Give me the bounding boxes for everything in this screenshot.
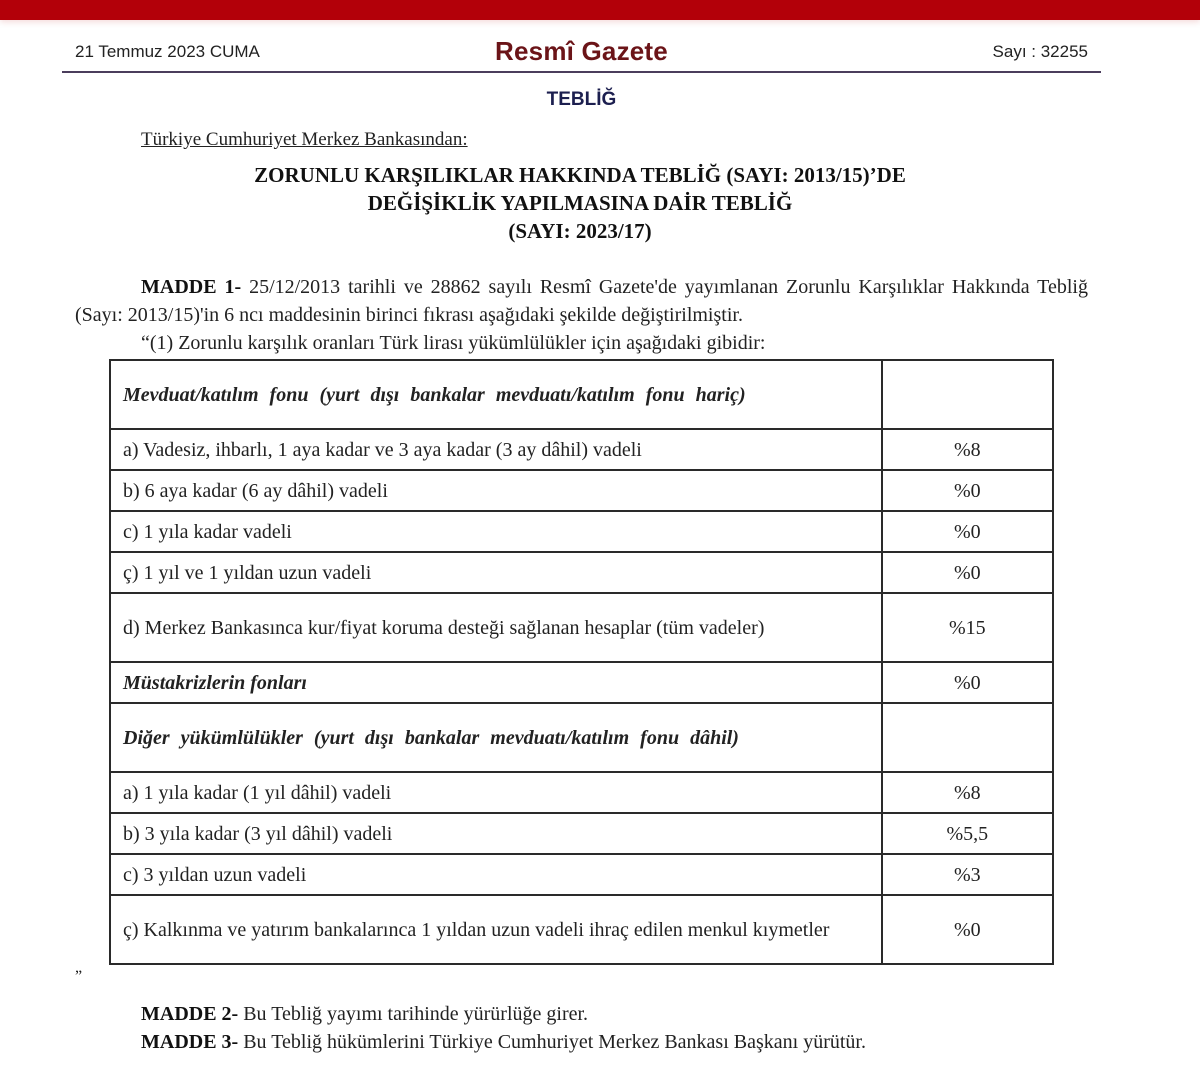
closing-quote: ” — [75, 968, 83, 985]
row-rate: %0 — [882, 511, 1053, 552]
row-description: b) 6 aya kadar (6 ay dâhil) vadeli — [110, 470, 882, 511]
article-2-label: MADDE 2- — [141, 1003, 239, 1025]
row-description: d) Merkez Bankasınca kur/fiyat koruma desteği sağlanan hesaplar (tüm vadeler) — [110, 593, 882, 662]
row-rate: %3 — [882, 854, 1053, 895]
row-description: ç) 1 yıl ve 1 yıldan uzun vadeli — [110, 552, 882, 593]
table-row — [110, 511, 1053, 552]
title-line-2: DEĞİŞİKLİK YAPILMASINA DAİR TEBLİĞ — [367, 191, 793, 215]
row-rate: %0 — [882, 895, 1053, 964]
article-1-label: MADDE 1- — [141, 276, 242, 298]
row-rate — [882, 360, 1053, 429]
table-row — [110, 895, 1053, 964]
article-2-text: Bu Tebliğ yayımı tarihinde yürürlüğe girer. — [238, 1003, 589, 1025]
issue-number: Sayı : 32255 — [992, 42, 1088, 61]
table-row — [110, 662, 1053, 703]
publication-date: 21 Temmuz 2023 CUMA — [75, 42, 260, 61]
row-rate: %0 — [882, 470, 1053, 511]
table-row — [110, 470, 1053, 511]
row-description: ç) Kalkınma ve yatırım bankalarınca 1 yıldan uzun vadeli ihraç edilen menkul kıymetler — [110, 895, 882, 964]
row-rate: %15 — [882, 593, 1053, 662]
row-description: c) 3 yıldan uzun vadeli — [110, 854, 882, 895]
article-3 — [141, 1028, 1091, 1056]
top-color-bar — [0, 0, 1200, 20]
row-description: b) 3 yıla kadar (3 yıl dâhil) vadeli — [110, 813, 882, 854]
section-heading: TEBLİĞ — [546, 89, 617, 110]
article-3-text: Bu Tebliğ hükümlerini Türkiye Cumhuriyet Merkez Bankası Başkanı yürütür. — [238, 1031, 866, 1053]
article-3-label: MADDE 3- — [141, 1031, 239, 1053]
table-row — [110, 360, 1053, 429]
row-description: c) 1 yıla kadar vadeli — [110, 511, 882, 552]
article-1 — [75, 273, 1088, 329]
row-rate: %8 — [882, 772, 1053, 813]
row-description: Mevduat/katılım fonu (yurt dışı bankalar mevduatı/katılım fonu hariç) — [110, 360, 882, 429]
article-1-text: 25/12/2013 tarihli ve 28862 sayılı Resmî Gazete'de yayımlanan Zorunlu Karşılıklar Hakkında Tebliğ (Sayı: 2013/15)'in 6 ncı maddesinin birinci fıkrası aşağıdaki şekilde değiştirilmiştir. — [75, 276, 1088, 326]
title-line-3: (SAYI: 2023/17) — [508, 219, 652, 243]
row-rate — [882, 703, 1053, 772]
row-description: Diğer yükümlülükler (yurt dışı bankalar mevduatı/katılım fonu dâhil) — [110, 703, 882, 772]
table-row — [110, 552, 1053, 593]
gazette-title: Resmî Gazete — [495, 36, 668, 66]
table-row — [110, 593, 1053, 662]
row-rate: %8 — [882, 429, 1053, 470]
table-row — [110, 772, 1053, 813]
row-rate: %0 — [882, 552, 1053, 593]
table-row — [110, 703, 1053, 772]
table-row — [110, 813, 1053, 854]
table-row — [110, 429, 1053, 470]
article-2 — [141, 1000, 1091, 1028]
reserve-rates-table — [109, 359, 1054, 965]
row-description: a) Vadesiz, ihbarlı, 1 aya kadar ve 3 aya kadar (3 ay dâhil) vadeli — [110, 429, 882, 470]
table-row — [110, 854, 1053, 895]
gazette-header — [62, 28, 1101, 73]
document-title — [160, 161, 1000, 245]
row-description: Müstakrizlerin fonları — [110, 662, 882, 703]
row-rate: %0 — [882, 662, 1053, 703]
issuer-line: Türkiye Cumhuriyet Merkez Bankasından: — [141, 129, 468, 150]
row-description: a) 1 yıla kadar (1 yıl dâhil) vadeli — [110, 772, 882, 813]
article-1-intro: “(1) Zorunlu karşılık oranları Türk lirası yükümlülükler için aşağıdaki gibidir: — [141, 332, 766, 354]
title-line-1: ZORUNLU KARŞILIKLAR HAKKINDA TEBLİĞ (SAYI: 2013/15)’DE — [254, 163, 906, 187]
row-rate: %5,5 — [882, 813, 1053, 854]
